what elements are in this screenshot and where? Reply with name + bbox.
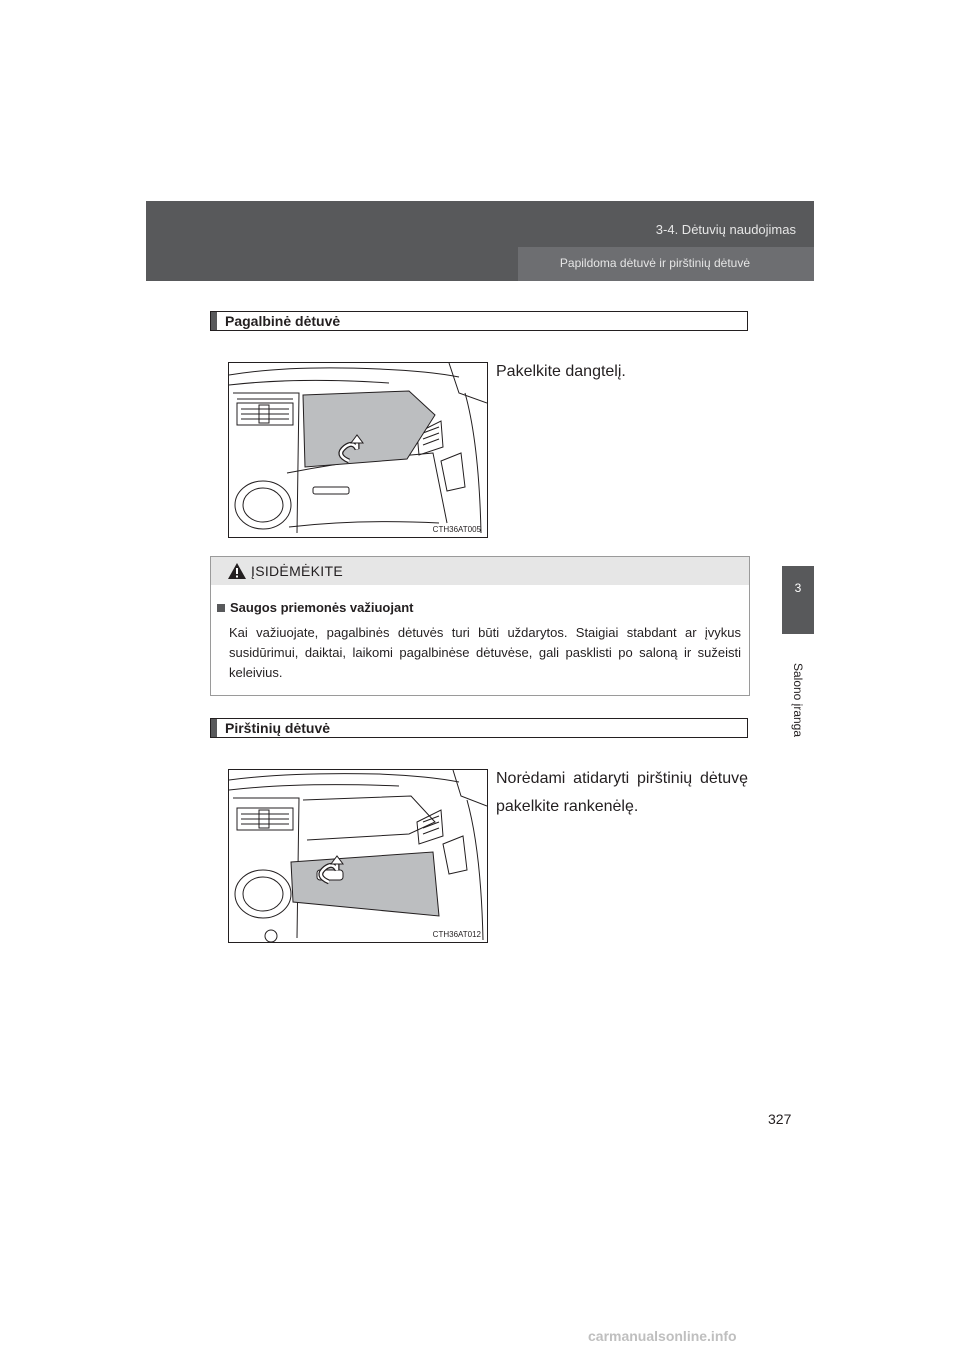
section1-text: Pakelkite dangtelį. (496, 363, 626, 380)
glovebox-illustration (229, 770, 487, 942)
page-number: 327 (768, 1111, 792, 1127)
caution-box (210, 556, 750, 696)
caution-heading (217, 600, 414, 615)
auxiliary-box-illustration (229, 363, 487, 537)
watermark: carmanualsonline.info (588, 1328, 737, 1344)
header-subtitle: Papildoma dėtuvė ir pirštinių dėtuvė (559, 256, 750, 270)
figure-auxiliary-box (228, 362, 488, 538)
section-title-text: Pagalbinė dėtuvė (225, 313, 341, 329)
caution-bar (211, 557, 749, 585)
chapter-label (774, 640, 822, 760)
section-title-mark (211, 312, 217, 330)
caution-title: ĮSIDĖMĖKITE (251, 563, 343, 579)
section-title-auxiliary (210, 311, 748, 331)
page-header (146, 201, 814, 281)
caution-heading-text: Saugos priemonės važiuojant (230, 600, 414, 615)
chapter-label-text: Salono įranga (791, 662, 805, 738)
header-section: 3-4. Dėtuvių naudojimas (655, 222, 796, 237)
section-title-glovebox (210, 718, 748, 738)
section-title-mark (211, 719, 217, 737)
caution-text: Kai važiuojate, pagalbinės dėtuvės turi būti uždarytos. Staigiai stabdant ar įvykus susidūrimui, daiktai, laikomi pagalbinėse dėtuvėse, gali pasklisti po saloną ir sužeisti keleivius. (229, 625, 741, 680)
section-title-text: Pirštinių dėtuvė (225, 720, 331, 736)
figure-code: CTH36AT005 (432, 525, 481, 534)
figure-code: CTH36AT012 (432, 930, 481, 939)
bullet-square-icon (217, 604, 225, 612)
figure-glovebox (228, 769, 488, 943)
section2-text: Norėdami atidaryti pirštinių dėtuvę pakelkite rankenėlę. (496, 770, 748, 815)
warning-triangle-icon (227, 562, 247, 580)
chapter-tab: 3 (782, 566, 814, 634)
